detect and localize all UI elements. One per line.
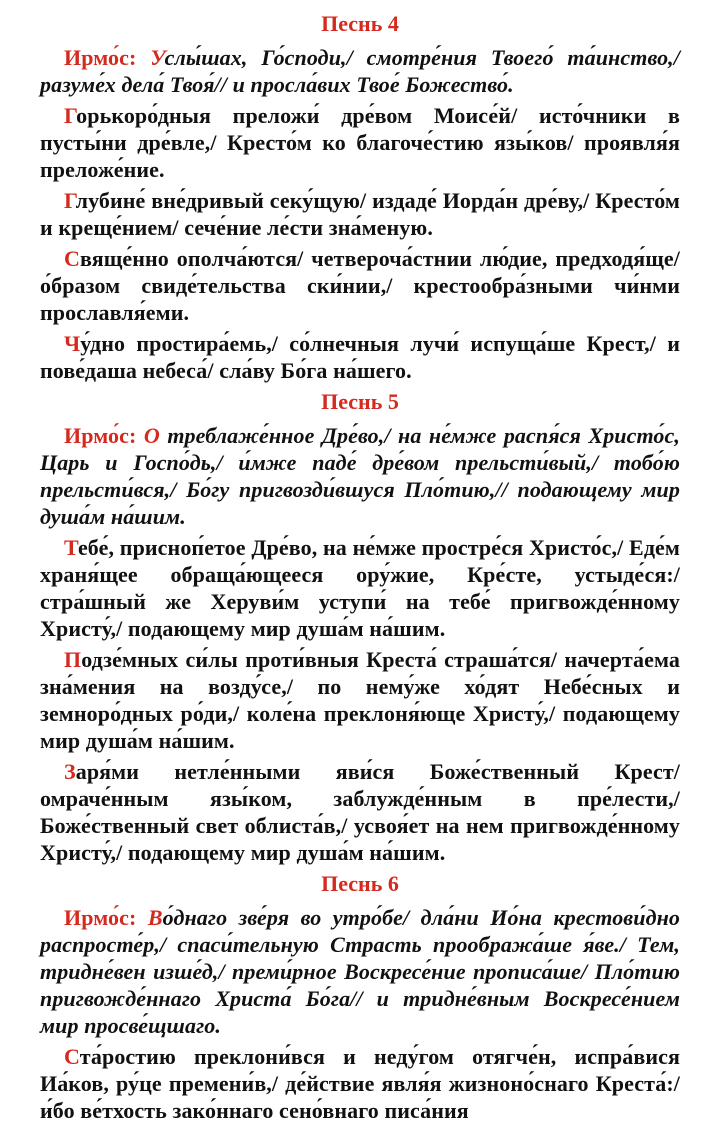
irmos-label: Ирмо́с:: [64, 423, 144, 448]
irmos-label: Ирмо́с:: [64, 905, 148, 930]
ode-title: Песнь 4: [321, 11, 399, 36]
troparion-initial: С: [64, 1044, 80, 1069]
troparion: [40, 187, 680, 241]
troparion: [40, 330, 680, 384]
irmos: [40, 44, 680, 98]
troparion-text: та́ростию преклони́вся и неду́гом отягче́н, испра́вися Иа́ков, ру́це премени́в,/ де́йствие явля́я жизноно́снаго Креста́:/ и́бо ве́тхость зако́ннаго сено́внаго писа́ния: [40, 1044, 680, 1123]
troparion-text: ебе́, присноп́етое Дре́во, на не́мже простре́ся Христо́с,/ Еде́м храня́щее обраща́ющееся ору́жие, Кре́сте, устыде́ся:/ стра́шный же Херуви́м уступи́ на тебе́ пригвожде́нному Христу́,/ подающему мир душа́м на́шим.: [40, 535, 680, 641]
troparion-text: одзе́мных си́лы проти́вныя Креста́ страша́тся/ начерта́ема зна́мения на возду́се,/ по нему́же хо́дят Небе́сных и земноро́дных ро́ди,/ коле́на преклоня́юще Христу́,/ подающему мир душа́м на́шим.: [40, 647, 680, 753]
irmos-initial: О: [143, 423, 160, 448]
troparion: [40, 245, 680, 326]
irmos-text: слы́шах, Го́споди,/ смотре́ния Твоего́ та́инство,/ разуме́х дела́ Твоя́// и просла́вих Твое́ Божество́.: [40, 45, 680, 97]
ode-title: Песнь 5: [321, 389, 399, 414]
troparion: [40, 646, 680, 754]
troparion-initial: З: [64, 759, 76, 784]
troparion-text: лубине́ вне́дривый секу́щую/ издаде́ Иорда́н дре́ву,/ Кресто́м и креще́нием/ сече́ние ле́сти зна́меную.: [40, 188, 680, 240]
irmos-initial: В: [147, 905, 163, 930]
troparion-text: у́дно простира́емь,/ со́лнечныя лучи́ испуща́ше Крест,/ и пове́даша небеса́/ сла́ву Бо́га на́шего.: [40, 331, 680, 383]
troparion-initial: Г: [64, 103, 77, 128]
irmos-initial: У: [150, 45, 165, 70]
troparion-initial: С: [64, 246, 80, 271]
troparion: [40, 758, 680, 866]
irmos: [40, 422, 680, 530]
page: [40, 0, 680, 1124]
troparion-text: аря́ми нетле́нными яви́ся Боже́ственный Крест/ омраче́нным язы́ком, заблужде́нным в пре́лести,/ Боже́ственный свет облиста́в,/ усвоя́ет на нем пригвожде́нному Христу́,/ подающему мир душа́м на́шим.: [40, 759, 680, 865]
ode-4: [40, 10, 680, 384]
troparion-initial: П: [64, 647, 82, 672]
ode-6: [40, 870, 680, 1124]
irmos-label: Ирмо́с:: [64, 45, 151, 70]
irmos-text: о́днаго зве́ря во утро́бе/ дла́ни Ио́на крестови́дно распросте́р,/ спаси́тельную Страсть прообража́ше я́ве./ Тем, тридне́вен изше́д,/ преми́рное Воскресе́ние прописа́ше/ Пло́тию пригвожде́ннаго Христа́ Бо́га// и тридне́вным Воскресе́нием мир просве́щшаго.: [40, 905, 680, 1038]
troparion-initial: Т: [64, 535, 78, 560]
troparion: [40, 534, 680, 642]
irmos-text: треблаже́нное Дре́во,/ на не́мже распя́ся Христо́с, Царь и Госпо́дь,/ и́мже паде́ дре́вом прельсти́вый,/ тобо́ю прельсти́вся,/ Бо́гу пригвозди́вшуся Пло́тию,// подающему мир душа́м на́шим.: [40, 423, 680, 529]
troparion-text: вяще́нно ополча́ются/ четвероча́стнии лю́дие, предходя́ще/ о́бразом свиде́тельства ски́нии,/ крестообра́зными чи́нми прославля́еми.: [40, 246, 680, 325]
troparion: [40, 1043, 680, 1124]
troparion-initial: Г: [64, 188, 76, 213]
troparion-text: орькоро́дныя преложи́ дре́вом Моисе́й/ исто́чники в пусты́ни дре́вле,/ Кресто́м ко благоче́стию язы́ков/ проявля́я преложе́ние.: [40, 103, 680, 182]
troparion: [40, 102, 680, 183]
ode-5: [40, 388, 680, 866]
troparion-initial: Ч: [64, 331, 81, 356]
irmos: [40, 904, 680, 1039]
ode-title: Песнь 6: [321, 871, 399, 896]
